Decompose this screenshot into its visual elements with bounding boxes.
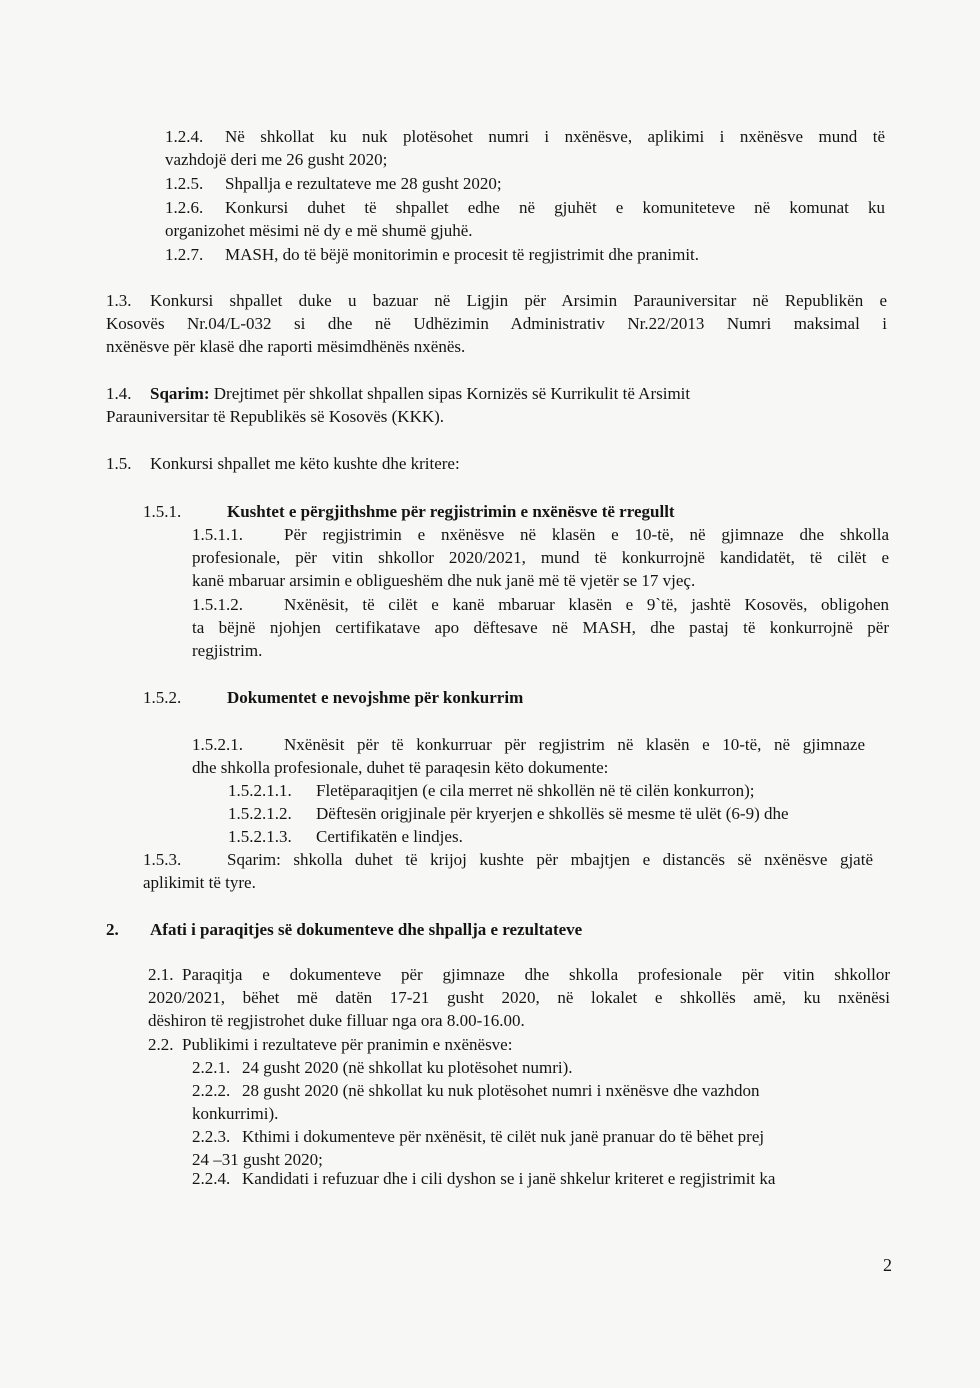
section-number: 1.5.2. [143, 688, 182, 707]
section-title: Dokumentet e nevojshme për konkurrim [227, 688, 524, 707]
paragraph-line: organizohet mësimi në dy e më shumë gjuhë. [165, 221, 473, 240]
paragraph-line: Drejtimet për shkollat shpallen sipas Kornizës së Kurrikulit të Arsimit [213, 384, 691, 403]
paragraph-line: Shpallja e rezultateve me 28 gusht 2020; [225, 174, 502, 193]
paragraph-line: vazhdojë deri me 26 gusht 2020; [165, 150, 388, 169]
paragraph-line: kanë mbaruar arsimin e obligueshëm dhe nuk janë më të vjetër se 17 vjeç. [192, 571, 696, 590]
item-number: 1.5.2.1.1. [228, 781, 292, 800]
paragraph-line: Paraqitja e dokumenteve për gjimnaze dhe shkolla profesionale për vitin shkollor [182, 965, 890, 984]
paragraph-line: ta bëjnë njohjen certifikatave apo dëftesave në MASH, dhe pastaj të konkurrojnë për [192, 618, 889, 637]
item-text: Certifikatën e lindjes. [316, 827, 463, 846]
paragraph-line: Nxënësit, të cilët e kanë mbaruar klasën e 9`të, jashtë Kosovës, obligohen [284, 595, 889, 614]
paragraph-line: 24 –31 gusht 2020; [192, 1150, 323, 1169]
section-1-2-7 [165, 243, 699, 266]
section-2-2-3 [192, 1125, 862, 1171]
list-item [228, 825, 789, 848]
paragraph-line: regjistrim. [192, 641, 263, 660]
paragraph-line: nxënësve për klasë dhe raporti mësimdhënës nxënës. [106, 337, 466, 356]
paragraph-line: Parauniversitar të Republikës së Kosovës (KKK). [106, 407, 445, 426]
section-2-2-1 [192, 1056, 573, 1079]
section-number: 1.2.6. [165, 198, 204, 217]
section-number: 1.5.2.1. [192, 735, 243, 754]
section-1-5-2-1 [192, 733, 865, 779]
item-text: Fletëparaqitjen (e cila merret në shkollën në të cilën konkurron); [316, 781, 755, 800]
section-number: 2.2.2. [192, 1081, 231, 1100]
section-number: 1.5.3. [143, 850, 182, 869]
section-number: 2.2.4. [192, 1169, 231, 1188]
page-number: 2 [883, 1255, 892, 1275]
paragraph-line: Publikimi i rezultateve për pranimin e nxënësve: [182, 1035, 513, 1054]
section-number: 1.2.4. [165, 127, 204, 146]
section-1-2-4 [165, 125, 887, 171]
section-1-3 [106, 289, 887, 358]
clarification-label: Sqarim: [150, 384, 210, 403]
section-number: 1.2.7. [165, 245, 204, 264]
section-1-5 [106, 452, 460, 475]
paragraph-line: Në shkollat ku nuk plotësohet numri i nxënësve, aplikimi i nxënësve mund të [225, 127, 885, 146]
section-2-1 [148, 963, 890, 1032]
section-1-5-1-2 [192, 593, 889, 662]
section-number: 1.5.1.2. [192, 595, 243, 614]
paragraph-line: konkurrimi). [192, 1104, 279, 1123]
section-1-2-5 [165, 172, 502, 195]
item-text: Dëftesën origjinale për kryerjen e shkollës së mesme të ulët (6-9) dhe [316, 804, 789, 823]
list-item [228, 802, 789, 825]
section-2-2 [148, 1033, 512, 1056]
paragraph-line: Sqarim: shkolla duhet të krijoj kushte për mbajtjen e distancës së nxënësve gjatë [227, 850, 873, 869]
paragraph-line: Nxënësit për të konkurruar për regjistrim në klasën e 10-të, në gjimnaze [284, 735, 865, 754]
paragraph-line: Konkursi duhet të shpallet edhe në gjuhët e komuniteteve në komunat ku [225, 198, 885, 217]
section-1-5-1-1 [192, 523, 889, 592]
item-number: 1.5.2.1.3. [228, 827, 292, 846]
paragraph-line: 24 gusht 2020 (në shkollat ku plotësohet numri). [242, 1058, 573, 1077]
section-title: Afati i paraqitjes së dokumenteve dhe shpallja e rezultateve [150, 920, 583, 939]
section-1-5-2 [143, 686, 523, 709]
paragraph-line: 2020/2021, bëhet më datën 17-21 gusht 2020, në lokalet e shkollës amë, ku nxënësi [148, 988, 890, 1007]
section-number: 1.5. [106, 454, 132, 473]
paragraph-line: profesionale, për vitin shkollor 2020/2021, mund të konkurrojnë kandidatët, të cilët e [192, 548, 889, 567]
section-number: 1.5.1.1. [192, 525, 243, 544]
paragraph-line: Kthimi i dokumenteve për nxënësit, të cilët nuk janë pranuar do të bëhet prej [242, 1127, 765, 1146]
section-number: 2.2. [148, 1035, 174, 1054]
section-number: 2.2.3. [192, 1127, 231, 1146]
section-1-5-3 [143, 848, 873, 894]
section-title: Kushtet e përgjithshme për regjistrimin e nxënësve të rregullt [227, 502, 675, 521]
section-number: 1.2.5. [165, 174, 204, 193]
paragraph-line: Kandidati i refuzuar dhe i cili dyshon se i janë shkelur kriteret e regjistrimit ka [242, 1169, 776, 1188]
document-list [228, 779, 789, 848]
paragraph-line: Konkursi shpallet duke u bazuar në Ligjin për Arsimin Parauniversitar në Republikën e [150, 291, 887, 310]
item-number: 1.5.2.1.2. [228, 804, 292, 823]
section-1-4 [106, 382, 690, 428]
section-1-5-1 [143, 500, 675, 523]
section-1-2-6 [165, 196, 887, 242]
paragraph-line: MASH, do të bëjë monitorimin e procesit të regjistrimit dhe pranimit. [225, 245, 700, 264]
section-2-2-2 [192, 1079, 862, 1125]
list-item [228, 779, 789, 802]
section-number: 2.1. [148, 965, 174, 984]
paragraph-line: Konkursi shpallet me këto kushte dhe kritere: [150, 454, 460, 473]
section-number: 2. [106, 920, 119, 939]
paragraph-line: aplikimit të tyre. [143, 873, 256, 892]
paragraph-line: Për regjistrimin e nxënësve në klasën e 10-të, në gjimnaze dhe shkolla [284, 525, 889, 544]
section-2 [106, 918, 582, 941]
paragraph-line: 28 gusht 2020 (në shkollat ku nuk plotësohet numri i nxënësve dhe vazhdon [242, 1081, 760, 1100]
section-2-2-4 [192, 1167, 775, 1190]
paragraph-line: dëshiron të regjistrohet duke filluar nga ora 8.00-16.00. [148, 1011, 525, 1030]
paragraph-line: dhe shkolla profesionale, duhet të paraqesin këto dokumente: [192, 758, 609, 777]
section-number: 1.4. [106, 384, 132, 403]
section-number: 1.5.1. [143, 502, 182, 521]
section-number: 1.3. [106, 291, 132, 310]
paragraph-line: Kosovës Nr.04/L-032 si dhe në Udhëzimin Administrativ Nr.22/2013 Numri maksimal i [106, 314, 887, 333]
section-number: 2.2.1. [192, 1058, 231, 1077]
